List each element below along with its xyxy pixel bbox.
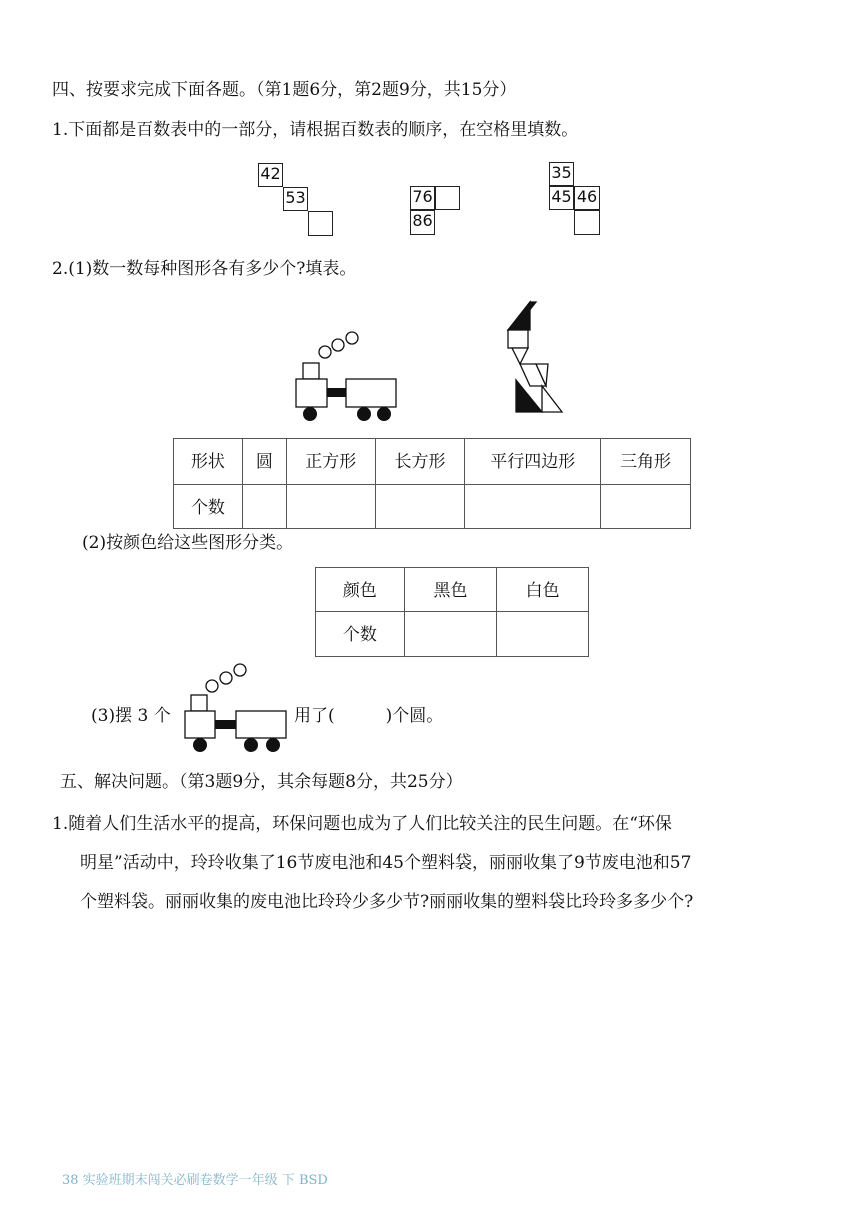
table-header-cell: 颜色	[316, 568, 405, 612]
answer-cell[interactable]	[286, 485, 375, 529]
question-2-part-1-text: 2.(1)数一数每种图形各有多少个?填表。	[52, 259, 357, 279]
question-2-part-3-prefix: (3)摆 3 个	[91, 706, 171, 726]
coupler-rectangle	[327, 388, 346, 397]
answer-cell[interactable]	[497, 612, 589, 657]
chimney-square	[303, 363, 319, 379]
question-2-part-2-text: (2)按颜色给这些图形分类。	[82, 533, 294, 553]
answer-cell[interactable]	[242, 485, 286, 529]
tangram-rabbit-figure	[498, 298, 568, 418]
table-header-cell: 长方形	[375, 439, 465, 485]
table-row-label: 个数	[174, 485, 243, 529]
chart-cell-35: 35	[549, 162, 574, 186]
table-header-cell: 形状	[174, 439, 243, 485]
shape-count-table	[173, 438, 691, 529]
section-4-title: 四、按要求完成下面各题。（第1题6分，第2题9分，共15分）	[52, 80, 517, 100]
question-1-text: 1.下面都是百数表中的一部分，请根据百数表的顺序，在空格里填数。	[52, 120, 579, 140]
wagon-rectangle	[236, 711, 286, 738]
smoke-circle	[319, 346, 331, 358]
chart-cell-46: 46	[574, 186, 600, 210]
wagon-rectangle	[346, 379, 396, 407]
wheel-circle	[193, 738, 207, 752]
white-triangle-tail	[542, 386, 562, 412]
problem-1-line-1: 1.随着人们生活水平的提高，环保问题也成为了人们比较关注的民生问题。在“环保	[52, 814, 672, 834]
engine-rectangle	[296, 379, 327, 407]
table-header-cell: 三角形	[601, 439, 691, 485]
coupler-rectangle	[215, 720, 236, 729]
chart-cell-blank[interactable]	[435, 186, 460, 210]
smoke-circle	[206, 680, 218, 692]
answer-cell[interactable]	[375, 485, 465, 529]
wheel-circle	[377, 407, 391, 421]
wheel-circle	[244, 738, 258, 752]
chart-cell-53: 53	[283, 187, 308, 211]
smoke-circle	[346, 332, 358, 344]
white-square-head	[508, 330, 528, 348]
page-footer: 38 实验班期末闯关必刷卷数学一年级 下 BSD	[62, 1173, 328, 1188]
engine-rectangle	[185, 711, 215, 738]
chimney-square	[191, 695, 207, 711]
chart-cell-42: 42	[258, 163, 283, 187]
problem-1-line-3: 个塑料袋。丽丽收集的废电池比玲玲少多少节?丽丽收集的塑料袋比玲玲多多少个?	[80, 892, 694, 912]
chart-cell-blank[interactable]	[308, 211, 333, 236]
chart-cell-76: 76	[410, 186, 435, 210]
answer-cell[interactable]	[404, 612, 497, 657]
smoke-circle	[332, 339, 344, 351]
answer-cell[interactable]	[601, 485, 691, 529]
chart-cell-86: 86	[410, 210, 435, 235]
table-header-cell: 平行四边形	[465, 439, 601, 485]
section-5-title: 五、解决问题。（第3题9分，其余每题8分，共25分）	[60, 772, 463, 792]
table-header-cell: 白色	[497, 568, 589, 612]
small-train-figure	[178, 658, 290, 754]
chart-cell-45: 45	[549, 186, 574, 210]
wheel-circle	[357, 407, 371, 421]
table-header-cell: 圆	[242, 439, 286, 485]
white-triangle-neck	[512, 348, 528, 364]
table-row-label: 个数	[316, 612, 405, 657]
answer-cell[interactable]	[465, 485, 601, 529]
smoke-circle	[220, 672, 232, 684]
smoke-circle	[234, 664, 246, 676]
wheel-circle	[266, 738, 280, 752]
color-count-table	[315, 567, 589, 657]
table-header-cell: 黑色	[404, 568, 497, 612]
problem-1-line-2: 明星”活动中，玲玲收集了16节废电池和45个塑料袋，丽丽收集了9节废电池和57	[80, 853, 692, 873]
wheel-circle	[303, 407, 317, 421]
question-2-part-3-suffix: 用了( )个圆。	[294, 706, 444, 726]
table-header-cell: 正方形	[286, 439, 375, 485]
chart-cell-blank[interactable]	[574, 210, 600, 235]
train-figure	[290, 326, 402, 422]
